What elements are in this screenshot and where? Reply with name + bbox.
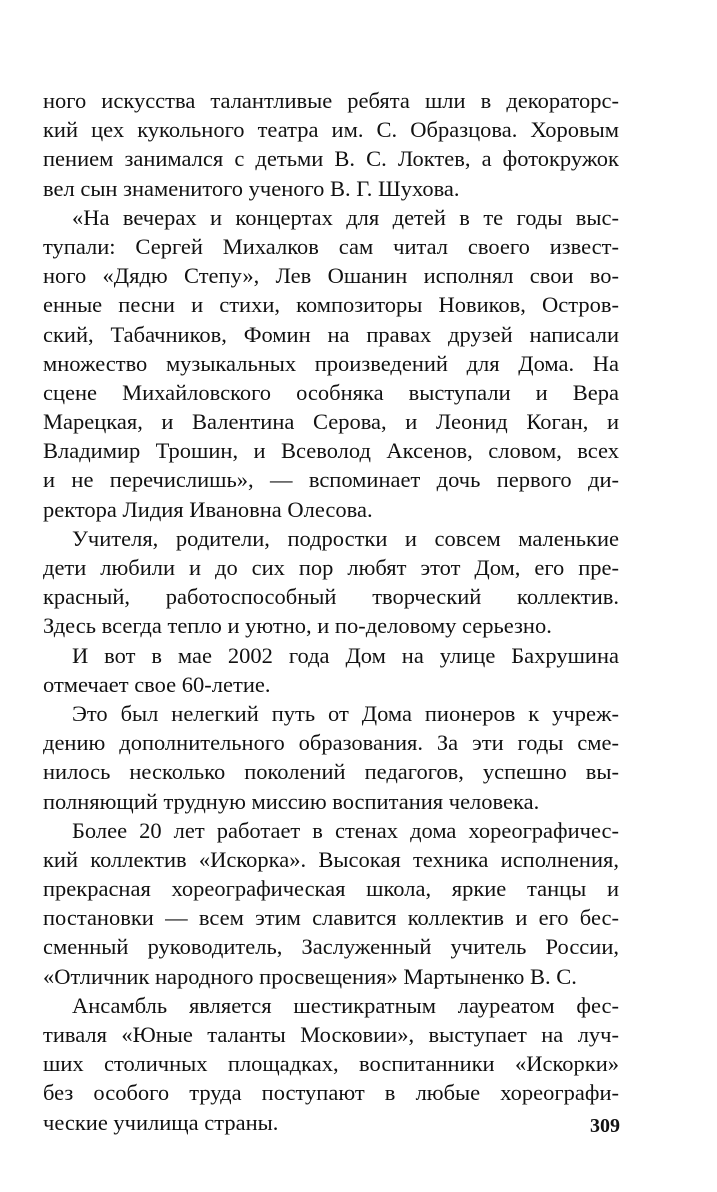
page-number: 309 — [590, 1115, 620, 1137]
text-line: енные песни и стихи, композиторы Новиков, Остров- — [43, 292, 619, 318]
text-line: кий цех кукольного театра им. С. Образцова. Хоровым — [43, 117, 619, 143]
text-line: кий коллектив «Искорка». Высокая техника исполнения, — [43, 846, 619, 872]
text-line: множество музыкальных произведений для Дома. На — [43, 350, 619, 376]
text-line: И вот в мае 2002 года Дом на улице Бахрушина — [72, 642, 619, 668]
text-line: дению дополнительного образования. За эти годы сме- — [43, 730, 619, 756]
text-line: сменный руководитель, Заслуженный учитель России, — [43, 934, 619, 960]
body-text — [43, 86, 619, 1137]
text-line: тиваля «Юные таланты Московии», выступает на луч- — [43, 1022, 619, 1047]
text-line: дети любили и до сих пор любят этот Дом, его пре- — [43, 555, 619, 580]
text-line: пением занимался с детьми В. С. Локтев, а фотокружок — [43, 146, 619, 172]
text-line: ректора Лидия Ивановна Олесова. — [43, 496, 373, 522]
text-line: Это был нелегкий путь от Дома пионеров к учреж- — [72, 700, 619, 726]
paragraph — [43, 699, 619, 816]
text-line: тупали: Сергей Михалков сам читал своего извест- — [43, 233, 619, 259]
text-line: сцене Михайловского особняка выступали и Вера — [43, 379, 619, 405]
text-line: Ансамбль является шестикратным лауреатом фес- — [72, 992, 619, 1018]
paragraph — [43, 86, 619, 203]
text-line: Более 20 лет работает в стенах дома хореографичес- — [72, 817, 619, 843]
text-line: и не перечислишь», — вспоминает дочь первого ди- — [43, 467, 619, 493]
text-line: без особого труда поступают в любые хореографи- — [43, 1080, 619, 1106]
text-line: ческие училища страны. — [43, 1109, 279, 1135]
paragraph — [43, 991, 619, 1137]
text-line: красный, работоспособный творческий коллектив. — [43, 584, 619, 610]
paragraph — [43, 524, 619, 641]
paragraph — [43, 641, 619, 699]
text-line: ших столичных площадках, воспитанники «Искорки» — [43, 1051, 619, 1077]
paragraph — [43, 816, 619, 991]
text-line: полняющий трудную миссию воспитания человека. — [43, 788, 540, 814]
text-line: постановки — всем этим славится коллектив и его бес- — [43, 905, 619, 931]
text-line: ский, Табачников, Фомин на правах друзей написали — [43, 321, 619, 347]
text-line: ного искусства талантливые ребята шли в декораторс- — [43, 88, 619, 113]
text-line: ного «Дядю Степу», Лев Ошанин исполнял свои во- — [43, 263, 619, 289]
text-line: «На вечерах и концертах для детей в те годы выс- — [72, 204, 619, 230]
text-line: Марецкая, и Валентина Серова, и Леонид Коган, и — [43, 409, 619, 435]
paragraph — [43, 203, 619, 524]
text-line: Учителя, родители, подростки и совсем маленькие — [72, 525, 619, 551]
text-line: отмечает свое 60-летие. — [43, 671, 271, 697]
text-line: нилось несколько поколений педагогов, успешно вы- — [43, 759, 619, 785]
text-line: «Отличник народного просвещения» Мартыненко В. С. — [43, 963, 577, 989]
text-line: прекрасная хореографическая школа, яркие танцы и — [43, 876, 619, 902]
text-line: Здесь всегда тепло и уютно, и по-деловому серьезно. — [43, 613, 552, 639]
text-line: Владимир Трошин, и Всеволод Аксенов, словом, всех — [43, 438, 619, 464]
text-line: вел сын знаменитого ученого В. Г. Шухова. — [43, 175, 460, 201]
